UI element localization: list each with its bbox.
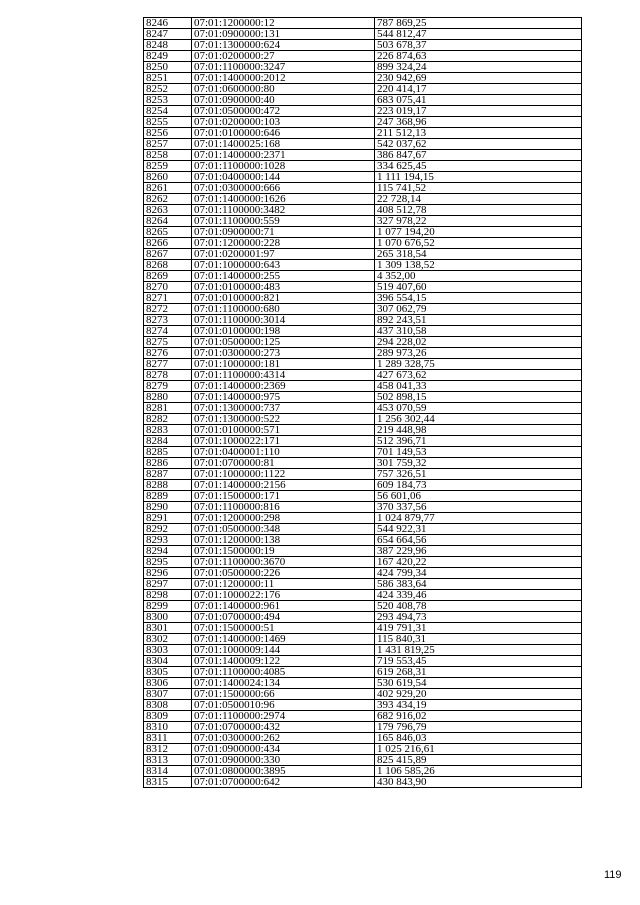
cadastral-number-cell: 07:01:0800000:3895 — [192, 766, 375, 777]
value-cell: 609 184,73 — [375, 480, 582, 491]
row-number-cell: 8302 — [144, 634, 192, 645]
value-cell: 1 077 194,20 — [375, 227, 582, 238]
value-cell: 430 843,90 — [375, 777, 582, 788]
row-number-cell: 8308 — [144, 700, 192, 711]
table-row — [144, 18, 582, 29]
row-number-cell: 8263 — [144, 205, 192, 216]
row-number-cell: 8269 — [144, 271, 192, 282]
table-row — [144, 227, 582, 238]
row-number-cell: 8305 — [144, 667, 192, 678]
cadastral-number-cell: 07:01:1200000:138 — [192, 535, 375, 546]
value-cell: 223 019,17 — [375, 106, 582, 117]
row-number-cell: 8301 — [144, 623, 192, 634]
table-row — [144, 381, 582, 392]
row-number-cell: 8255 — [144, 117, 192, 128]
table-row — [144, 700, 582, 711]
value-cell: 757 326,51 — [375, 469, 582, 480]
cadastral-number-cell: 07:01:1100000:816 — [192, 502, 375, 513]
table-row — [144, 205, 582, 216]
table-row — [144, 766, 582, 777]
table-row — [144, 348, 582, 359]
row-number-cell: 8250 — [144, 62, 192, 73]
row-number-cell: 8289 — [144, 491, 192, 502]
cadastral-number-cell: 07:01:0200000:103 — [192, 117, 375, 128]
value-cell: 56 601,06 — [375, 491, 582, 502]
cadastral-number-cell: 07:01:1200000:12 — [192, 18, 375, 29]
value-cell: 167 420,22 — [375, 557, 582, 568]
cadastral-number-cell: 07:01:1000009:144 — [192, 645, 375, 656]
cadastral-number-cell: 07:01:1200000:11 — [192, 579, 375, 590]
cadastral-number-cell: 07:01:1400000:2156 — [192, 480, 375, 491]
row-number-cell: 8268 — [144, 260, 192, 271]
value-cell: 386 847,67 — [375, 150, 582, 161]
cadastral-number-cell: 07:01:1100000:3482 — [192, 205, 375, 216]
value-cell: 115 840,31 — [375, 634, 582, 645]
table-row — [144, 29, 582, 40]
value-cell: 701 149,53 — [375, 447, 582, 458]
table-row — [144, 711, 582, 722]
value-cell: 1 431 819,25 — [375, 645, 582, 656]
row-number-cell: 8307 — [144, 689, 192, 700]
table-row — [144, 216, 582, 227]
table-row — [144, 150, 582, 161]
cadastral-number-cell: 07:01:1200000:298 — [192, 513, 375, 524]
table-row — [144, 326, 582, 337]
row-number-cell: 8264 — [144, 216, 192, 227]
cadastral-number-cell: 07:01:0300000:273 — [192, 348, 375, 359]
row-number-cell: 8267 — [144, 249, 192, 260]
table-row — [144, 568, 582, 579]
table-row — [144, 84, 582, 95]
table-row — [144, 524, 582, 535]
table-row — [144, 689, 582, 700]
cadastral-number-cell: 07:01:1200000:228 — [192, 238, 375, 249]
table-row — [144, 260, 582, 271]
value-cell: 1 070 676,52 — [375, 238, 582, 249]
table-row — [144, 623, 582, 634]
table-row — [144, 557, 582, 568]
row-number-cell: 8257 — [144, 139, 192, 150]
cadastral-number-cell: 07:01:1100000:4314 — [192, 370, 375, 381]
row-number-cell: 8293 — [144, 535, 192, 546]
row-number-cell: 8281 — [144, 403, 192, 414]
value-cell: 1 106 585,26 — [375, 766, 582, 777]
cadastral-number-cell: 07:01:0900000:71 — [192, 227, 375, 238]
value-cell: 327 978,22 — [375, 216, 582, 227]
cadastral-number-cell: 07:01:1100000:680 — [192, 304, 375, 315]
row-number-cell: 8314 — [144, 766, 192, 777]
row-number-cell: 8294 — [144, 546, 192, 557]
table-row — [144, 777, 582, 788]
value-cell: 825 415,89 — [375, 755, 582, 766]
cadastral-number-cell: 07:01:0100000:483 — [192, 282, 375, 293]
table-row — [144, 51, 582, 62]
table-row — [144, 579, 582, 590]
value-cell: 219 448,98 — [375, 425, 582, 436]
cadastral-number-cell: 07:01:0700000:432 — [192, 722, 375, 733]
table-row — [144, 502, 582, 513]
row-number-cell: 8265 — [144, 227, 192, 238]
cadastral-number-cell: 07:01:0100000:571 — [192, 425, 375, 436]
table-row — [144, 194, 582, 205]
cadastral-number-cell: 07:01:0400000:144 — [192, 172, 375, 183]
table-row — [144, 436, 582, 447]
row-number-cell: 8260 — [144, 172, 192, 183]
cadastral-number-cell: 07:01:0500000:125 — [192, 337, 375, 348]
value-cell: 520 408,78 — [375, 601, 582, 612]
row-number-cell: 8280 — [144, 392, 192, 403]
cadastral-number-cell: 07:01:1100000:4085 — [192, 667, 375, 678]
table-row — [144, 678, 582, 689]
row-number-cell: 8299 — [144, 601, 192, 612]
value-cell: 787 869,25 — [375, 18, 582, 29]
cadastral-value-table — [143, 17, 582, 788]
value-cell: 334 625,45 — [375, 161, 582, 172]
value-cell: 427 673,62 — [375, 370, 582, 381]
row-number-cell: 8276 — [144, 348, 192, 359]
table-row — [144, 161, 582, 172]
table-row — [144, 733, 582, 744]
table-row — [144, 304, 582, 315]
table-body — [144, 18, 582, 788]
value-cell: 402 929,20 — [375, 689, 582, 700]
row-number-cell: 8291 — [144, 513, 192, 524]
value-cell: 544 812,47 — [375, 29, 582, 40]
cadastral-number-cell: 07:01:1400025:168 — [192, 139, 375, 150]
row-number-cell: 8253 — [144, 95, 192, 106]
cadastral-number-cell: 07:01:0700000:642 — [192, 777, 375, 788]
table-row — [144, 513, 582, 524]
cadastral-number-cell: 07:01:0300000:262 — [192, 733, 375, 744]
row-number-cell: 8259 — [144, 161, 192, 172]
table-row — [144, 425, 582, 436]
cadastral-number-cell: 07:01:1400000:1626 — [192, 194, 375, 205]
table-row — [144, 403, 582, 414]
row-number-cell: 8290 — [144, 502, 192, 513]
value-cell: 294 228,02 — [375, 337, 582, 348]
row-number-cell: 8286 — [144, 458, 192, 469]
value-cell: 544 922,31 — [375, 524, 582, 535]
cadastral-number-cell: 07:01:0100000:198 — [192, 326, 375, 337]
table-row — [144, 634, 582, 645]
cadastral-number-cell: 07:01:0900000:330 — [192, 755, 375, 766]
cadastral-number-cell: 07:01:1000000:181 — [192, 359, 375, 370]
value-cell: 265 318,54 — [375, 249, 582, 260]
table-row — [144, 293, 582, 304]
row-number-cell: 8254 — [144, 106, 192, 117]
value-cell: 1 256 302,44 — [375, 414, 582, 425]
value-cell: 1 024 879,77 — [375, 513, 582, 524]
table-row — [144, 73, 582, 84]
value-cell: 683 075,41 — [375, 95, 582, 106]
table-row — [144, 238, 582, 249]
value-cell: 4 352,00 — [375, 271, 582, 282]
cadastral-number-cell: 07:01:1400000:961 — [192, 601, 375, 612]
cadastral-number-cell: 07:01:0500000:348 — [192, 524, 375, 535]
cadastral-number-cell: 07:01:0200001:97 — [192, 249, 375, 260]
value-cell: 211 512,13 — [375, 128, 582, 139]
table-row — [144, 546, 582, 557]
cadastral-number-cell: 07:01:1400000:975 — [192, 392, 375, 403]
table-row — [144, 667, 582, 678]
value-cell: 424 799,34 — [375, 568, 582, 579]
value-cell: 512 396,71 — [375, 436, 582, 447]
cadastral-number-cell: 07:01:0100000:821 — [192, 293, 375, 304]
value-cell: 1 025 216,61 — [375, 744, 582, 755]
value-cell: 682 916,02 — [375, 711, 582, 722]
table-row — [144, 469, 582, 480]
value-cell: 419 791,31 — [375, 623, 582, 634]
table-row — [144, 40, 582, 51]
cadastral-number-cell: 07:01:1000000:643 — [192, 260, 375, 271]
table-row — [144, 370, 582, 381]
value-cell: 165 846,03 — [375, 733, 582, 744]
row-number-cell: 8270 — [144, 282, 192, 293]
value-cell: 289 973,26 — [375, 348, 582, 359]
value-cell: 619 268,31 — [375, 667, 582, 678]
value-cell: 307 062,79 — [375, 304, 582, 315]
table-row — [144, 480, 582, 491]
cadastral-number-cell: 07:01:1500000:51 — [192, 623, 375, 634]
table-row — [144, 392, 582, 403]
row-number-cell: 8297 — [144, 579, 192, 590]
row-number-cell: 8283 — [144, 425, 192, 436]
row-number-cell: 8248 — [144, 40, 192, 51]
row-number-cell: 8292 — [144, 524, 192, 535]
value-cell: 293 494,73 — [375, 612, 582, 623]
table-row — [144, 337, 582, 348]
row-number-cell: 8303 — [144, 645, 192, 656]
cadastral-number-cell: 07:01:1400000:255 — [192, 271, 375, 282]
table-row — [144, 95, 582, 106]
row-number-cell: 8285 — [144, 447, 192, 458]
cadastral-number-cell: 07:01:1100000:3670 — [192, 557, 375, 568]
cadastral-number-cell: 07:01:0900000:131 — [192, 29, 375, 40]
row-number-cell: 8284 — [144, 436, 192, 447]
row-number-cell: 8251 — [144, 73, 192, 84]
table-row — [144, 755, 582, 766]
table-row — [144, 271, 582, 282]
row-number-cell: 8298 — [144, 590, 192, 601]
table-row — [144, 128, 582, 139]
table-row — [144, 117, 582, 128]
table-row — [144, 106, 582, 117]
row-number-cell: 8279 — [144, 381, 192, 392]
value-cell: 719 553,45 — [375, 656, 582, 667]
value-cell: 453 070,59 — [375, 403, 582, 414]
row-number-cell: 8313 — [144, 755, 192, 766]
cadastral-number-cell: 07:01:0600000:80 — [192, 84, 375, 95]
row-number-cell: 8246 — [144, 18, 192, 29]
cadastral-number-cell: 07:01:1400000:2369 — [192, 381, 375, 392]
cadastral-number-cell: 07:01:1300000:624 — [192, 40, 375, 51]
table-row — [144, 491, 582, 502]
value-cell: 542 037,62 — [375, 139, 582, 150]
row-number-cell: 8275 — [144, 337, 192, 348]
value-cell: 586 383,64 — [375, 579, 582, 590]
value-cell: 301 759,32 — [375, 458, 582, 469]
table-row — [144, 601, 582, 612]
value-cell: 1 111 194,15 — [375, 172, 582, 183]
row-number-cell: 8261 — [144, 183, 192, 194]
value-cell: 370 337,56 — [375, 502, 582, 513]
row-number-cell: 8295 — [144, 557, 192, 568]
cadastral-number-cell: 07:01:0400001:110 — [192, 447, 375, 458]
value-cell: 458 041,33 — [375, 381, 582, 392]
table-row — [144, 414, 582, 425]
value-cell: 179 796,79 — [375, 722, 582, 733]
table-row — [144, 62, 582, 73]
value-cell: 396 554,15 — [375, 293, 582, 304]
cadastral-number-cell: 07:01:1400009:122 — [192, 656, 375, 667]
value-cell: 892 243,51 — [375, 315, 582, 326]
row-number-cell: 8312 — [144, 744, 192, 755]
cadastral-number-cell: 07:01:1400024:134 — [192, 678, 375, 689]
row-number-cell: 8288 — [144, 480, 192, 491]
table-row — [144, 139, 582, 150]
cadastral-number-cell: 07:01:1000022:176 — [192, 590, 375, 601]
table-row — [144, 359, 582, 370]
value-cell: 408 512,78 — [375, 205, 582, 216]
cadastral-number-cell: 07:01:1100000:1028 — [192, 161, 375, 172]
cadastral-number-cell: 07:01:1500000:19 — [192, 546, 375, 557]
cadastral-number-cell: 07:01:1100000:2974 — [192, 711, 375, 722]
row-number-cell: 8304 — [144, 656, 192, 667]
row-number-cell: 8306 — [144, 678, 192, 689]
table-row — [144, 645, 582, 656]
row-number-cell: 8252 — [144, 84, 192, 95]
table-row — [144, 249, 582, 260]
row-number-cell: 8258 — [144, 150, 192, 161]
cadastral-number-cell: 07:01:0500010:96 — [192, 700, 375, 711]
value-cell: 519 407,60 — [375, 282, 582, 293]
value-cell: 115 741,52 — [375, 183, 582, 194]
row-number-cell: 8311 — [144, 733, 192, 744]
row-number-cell: 8273 — [144, 315, 192, 326]
cadastral-number-cell: 07:01:1300000:737 — [192, 403, 375, 414]
cadastral-number-cell: 07:01:0500000:226 — [192, 568, 375, 579]
row-number-cell: 8309 — [144, 711, 192, 722]
table-row — [144, 172, 582, 183]
value-cell: 899 324,24 — [375, 62, 582, 73]
cadastral-number-cell: 07:01:1300000:522 — [192, 414, 375, 425]
cadastral-number-cell: 07:01:0100000:646 — [192, 128, 375, 139]
table-row — [144, 458, 582, 469]
value-cell: 502 898,15 — [375, 392, 582, 403]
cadastral-number-cell: 07:01:1400000:2371 — [192, 150, 375, 161]
row-number-cell: 8277 — [144, 359, 192, 370]
cadastral-number-cell: 07:01:1500000:171 — [192, 491, 375, 502]
value-cell: 503 678,37 — [375, 40, 582, 51]
row-number-cell: 8296 — [144, 568, 192, 579]
value-cell: 220 414,17 — [375, 84, 582, 95]
cadastral-number-cell: 07:01:0300000:666 — [192, 183, 375, 194]
table-row — [144, 183, 582, 194]
value-cell: 22 728,14 — [375, 194, 582, 205]
value-cell: 247 368,96 — [375, 117, 582, 128]
row-number-cell: 8262 — [144, 194, 192, 205]
row-number-cell: 8315 — [144, 777, 192, 788]
table-row — [144, 722, 582, 733]
cadastral-number-cell: 07:01:0500000:472 — [192, 106, 375, 117]
cadastral-number-cell: 07:01:0900000:40 — [192, 95, 375, 106]
value-cell: 387 229,96 — [375, 546, 582, 557]
value-cell: 393 434,19 — [375, 700, 582, 711]
cadastral-number-cell: 07:01:1400000:2012 — [192, 73, 375, 84]
row-number-cell: 8256 — [144, 128, 192, 139]
row-number-cell: 8282 — [144, 414, 192, 425]
cadastral-number-cell: 07:01:1100000:559 — [192, 216, 375, 227]
value-cell: 1 289 328,75 — [375, 359, 582, 370]
table-row — [144, 590, 582, 601]
row-number-cell: 8287 — [144, 469, 192, 480]
cadastral-number-cell: 07:01:1100000:3247 — [192, 62, 375, 73]
table-row — [144, 282, 582, 293]
value-cell: 1 309 138,52 — [375, 260, 582, 271]
value-cell: 530 619,54 — [375, 678, 582, 689]
cadastral-number-cell: 07:01:0700000:494 — [192, 612, 375, 623]
value-cell: 424 339,46 — [375, 590, 582, 601]
cadastral-number-cell: 07:01:0900000:434 — [192, 744, 375, 755]
row-number-cell: 8266 — [144, 238, 192, 249]
page-number: 119 — [604, 869, 622, 881]
cadastral-number-cell: 07:01:1100000:3014 — [192, 315, 375, 326]
value-cell: 437 310,58 — [375, 326, 582, 337]
value-cell: 230 942,69 — [375, 73, 582, 84]
value-cell: 654 664,56 — [375, 535, 582, 546]
row-number-cell: 8247 — [144, 29, 192, 40]
cadastral-number-cell: 07:01:1000000:1122 — [192, 469, 375, 480]
table-row — [144, 315, 582, 326]
cadastral-number-cell: 07:01:1400000:1469 — [192, 634, 375, 645]
row-number-cell: 8278 — [144, 370, 192, 381]
row-number-cell: 8300 — [144, 612, 192, 623]
table-row — [144, 535, 582, 546]
row-number-cell: 8272 — [144, 304, 192, 315]
table-row — [144, 744, 582, 755]
row-number-cell: 8249 — [144, 51, 192, 62]
cadastral-number-cell: 07:01:0200000:27 — [192, 51, 375, 62]
table-row — [144, 656, 582, 667]
cadastral-number-cell: 07:01:1500000:66 — [192, 689, 375, 700]
table-row — [144, 447, 582, 458]
value-cell: 226 874,63 — [375, 51, 582, 62]
row-number-cell: 8271 — [144, 293, 192, 304]
row-number-cell: 8274 — [144, 326, 192, 337]
table-row — [144, 612, 582, 623]
row-number-cell: 8310 — [144, 722, 192, 733]
cadastral-number-cell: 07:01:0700000:81 — [192, 458, 375, 469]
cadastral-number-cell: 07:01:1000022:171 — [192, 436, 375, 447]
